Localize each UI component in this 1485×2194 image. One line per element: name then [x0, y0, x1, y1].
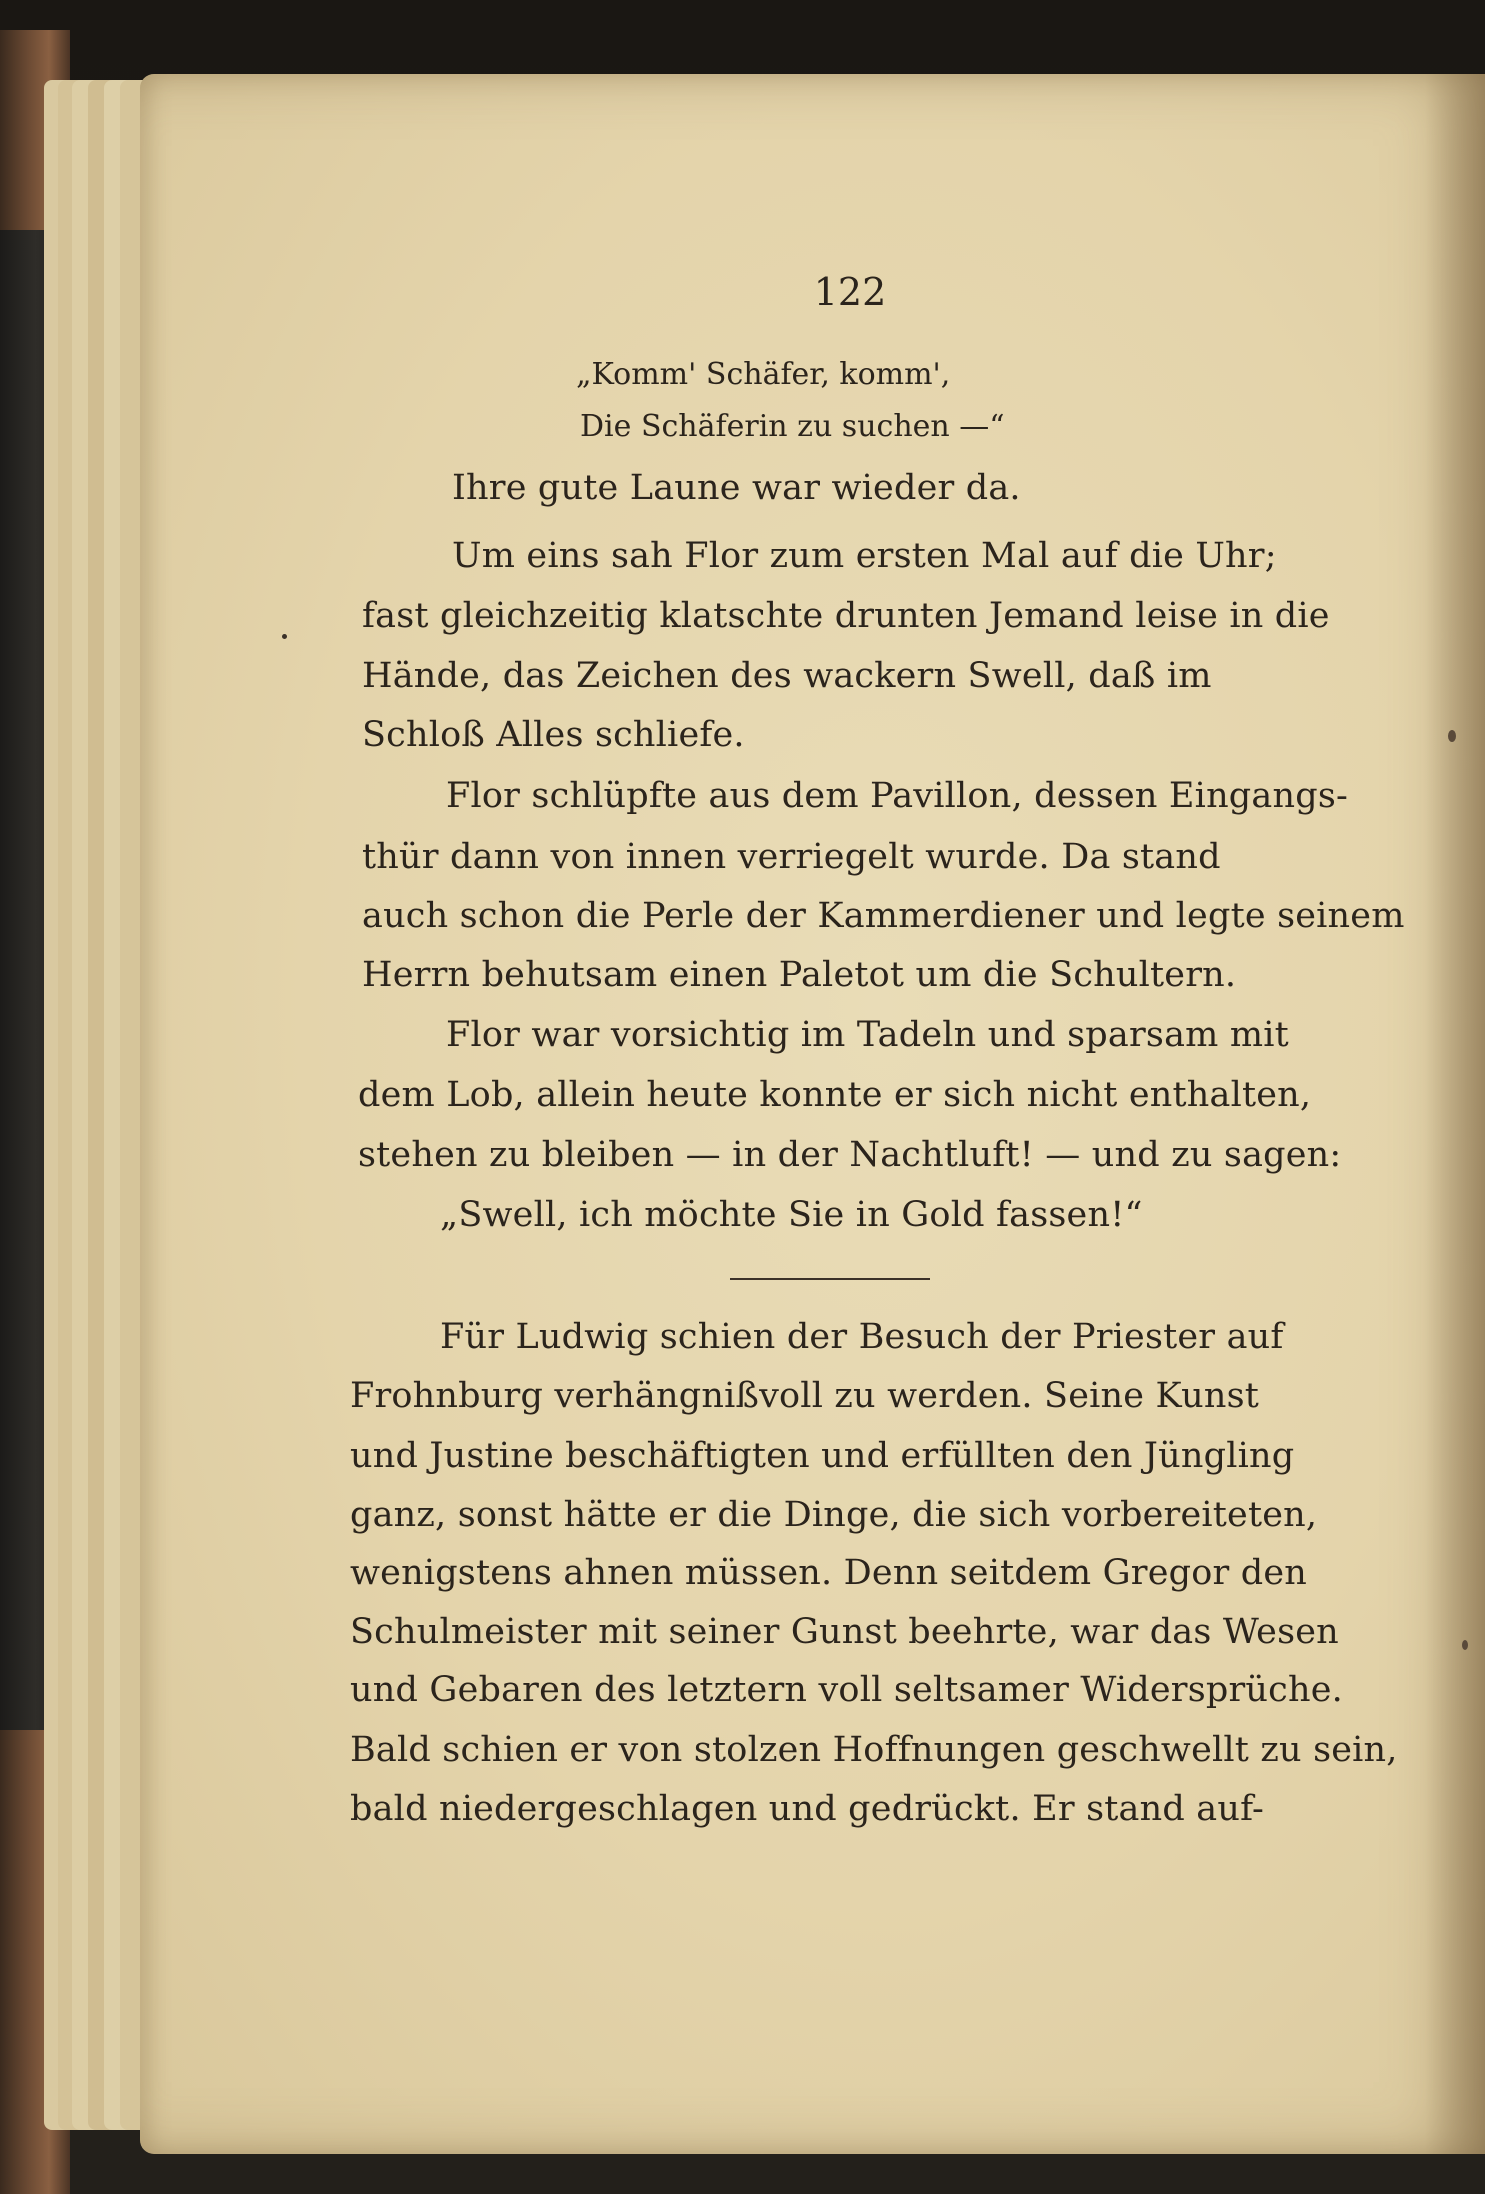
text-line: Um eins sah Flor zum ersten Mal auf die Uhr; [452, 536, 1277, 576]
text-line: „Swell, ich möchte Sie in Gold fassen!“ [440, 1195, 1143, 1235]
text-line: Frohnburg verhängnißvoll zu werden. Seine Kunst [350, 1376, 1259, 1416]
page-number: 122 [813, 270, 887, 314]
text-line: bald niedergeschlagen und gedrückt. Er stand auf- [350, 1789, 1265, 1829]
text-line: wenigstens ahnen müssen. Denn seitdem Gregor den [350, 1553, 1308, 1593]
section-divider [730, 1278, 930, 1280]
text-line: Schulmeister mit seiner Gunst beehrte, war das Wesen [350, 1612, 1339, 1652]
text-line: Schloß Alles schliefe. [362, 715, 745, 755]
paper-speck [1448, 730, 1456, 742]
text-line: Herrn behutsam einen Paletot um die Schultern. [362, 955, 1237, 995]
paper-speck [282, 634, 287, 639]
text-line: Ihre gute Laune war wieder da. [452, 468, 1021, 508]
gutter-shadow [1425, 74, 1485, 2154]
verse-line: „Komm' Schäfer, komm', [576, 357, 951, 392]
text-line: auch schon die Perle der Kammerdiener und legte seinem [362, 896, 1405, 936]
text-line: Hände, das Zeichen des wackern Swell, daß im [362, 656, 1212, 696]
text-line: ganz, sonst hätte er die Dinge, die sich vorbereiteten, [350, 1495, 1318, 1535]
text-line: thür dann von innen verriegelt wurde. Da stand [362, 837, 1221, 877]
verse-line: Die Schäferin zu suchen —“ [580, 409, 1005, 444]
paper-speck [1462, 1640, 1468, 1650]
text-line: stehen zu bleiben — in der Nachtluft! — und zu sagen: [358, 1135, 1342, 1175]
text-line: Bald schien er von stolzen Hoffnungen geschwellt zu sein, [350, 1730, 1398, 1770]
text-line: Flor schlüpfte aus dem Pavillon, dessen Eingangs- [446, 776, 1349, 816]
text-line: Für Ludwig schien der Besuch der Priester auf [440, 1317, 1284, 1357]
text-line: fast gleichzeitig klatschte drunten Jemand leise in die [362, 596, 1330, 636]
text-line: dem Lob, allein heute konnte er sich nicht enthalten, [358, 1075, 1312, 1115]
text-line: und Gebaren des letztern voll seltsamer Widersprüche. [350, 1670, 1343, 1710]
text-line: Flor war vorsichtig im Tadeln und sparsam mit [446, 1015, 1289, 1055]
text-line: und Justine beschäftigten und erfüllten den Jüngling [350, 1436, 1295, 1476]
